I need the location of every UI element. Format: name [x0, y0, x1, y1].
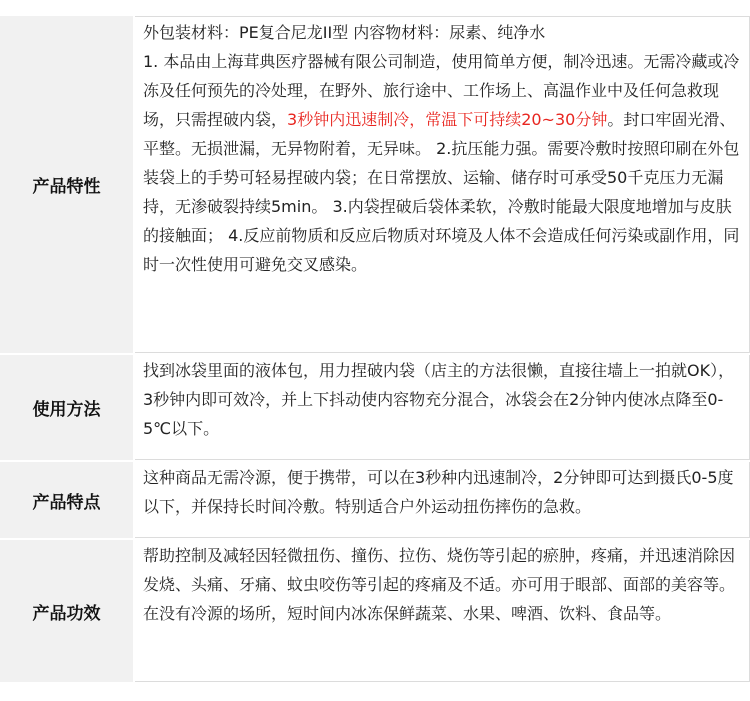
row-label-usage: 使用方法: [0, 355, 135, 460]
row-label-characteristics: 产品特点: [0, 462, 135, 538]
features-paragraph: [143, 47, 741, 279]
row-label-features: 产品特性: [0, 16, 135, 353]
features-text-rest: 。封口牢固光滑、平整。无损泄漏，无异物附着，无异味。 2.抗压能力强。需要冷敷时按照印刷在外包装袋上的手势可轻易捏破内袋；在日常摆放、运输、储存时可承受50千克压力无漏持，无渗破裂持续5min。 3.内袋捏破后袋体柔软，冷敷时能最大限度地增加与皮肤的接触面； 4.反应前物质和反应后物质对环境及人体不会造成任何污染或副作用，同时一次性使用可避免交叉感染。: [143, 110, 740, 274]
row-content-characteristics: [135, 462, 750, 538]
features-text-intro: 1. 本品由上海茸典医疗器械有限公司制造，使用简单方便，制冷迅速。无需冷藏或冷冻及任何预先的冷处理，在野外、旅行途中、工作场上、高温作业中及任何急救现场，只需捏破内袋，: [143, 52, 740, 129]
row-features: [0, 14, 750, 353]
row-content-features: [135, 16, 750, 353]
materials-line: 外包装材料：PE复合尼龙II型 内容物材料：尿素、纯净水: [143, 23, 546, 42]
characteristics-paragraph: 这种商品无需冷源，便于携带，可以在3秒种内迅速制冷，2分钟即可达到摄氏0-5度以下，并保持长时间冷敷。特别适合户外运动扭伤摔伤的急救。: [143, 468, 734, 516]
row-characteristics: [0, 460, 750, 538]
row-usage: [0, 353, 750, 460]
row-label-effects: 产品功效: [0, 540, 135, 682]
product-info-table: [0, 14, 750, 682]
row-content-effects: [135, 540, 750, 682]
effects-paragraph: 帮助控制及减轻因轻微扭伤、撞伤、拉伤、烧伤等引起的瘀肿，疼痛，并迅速消除因发烧、头痛、牙痛、蚊虫咬伤等引起的疼痛及不适。亦可用于眼部、面部的美容等。在没有冷源的场所，短时间内冰冻保鲜蔬菜、水果、啤酒、饮料、食品等。: [143, 546, 736, 623]
features-text-highlight: 3秒钟内迅速制冷，常温下可持续20~30分钟: [287, 110, 608, 129]
row-effects: [0, 538, 750, 682]
row-content-usage: [135, 355, 750, 460]
usage-paragraph: 找到冰袋里面的液体包，用力捏破内袋（店主的方法很懒，直接往墙上一拍就OK），3秒钟内即可效冷，并上下抖动使内容物充分混合，冰袋会在2分钟内使冰点降至0-5℃以下。: [143, 361, 735, 438]
